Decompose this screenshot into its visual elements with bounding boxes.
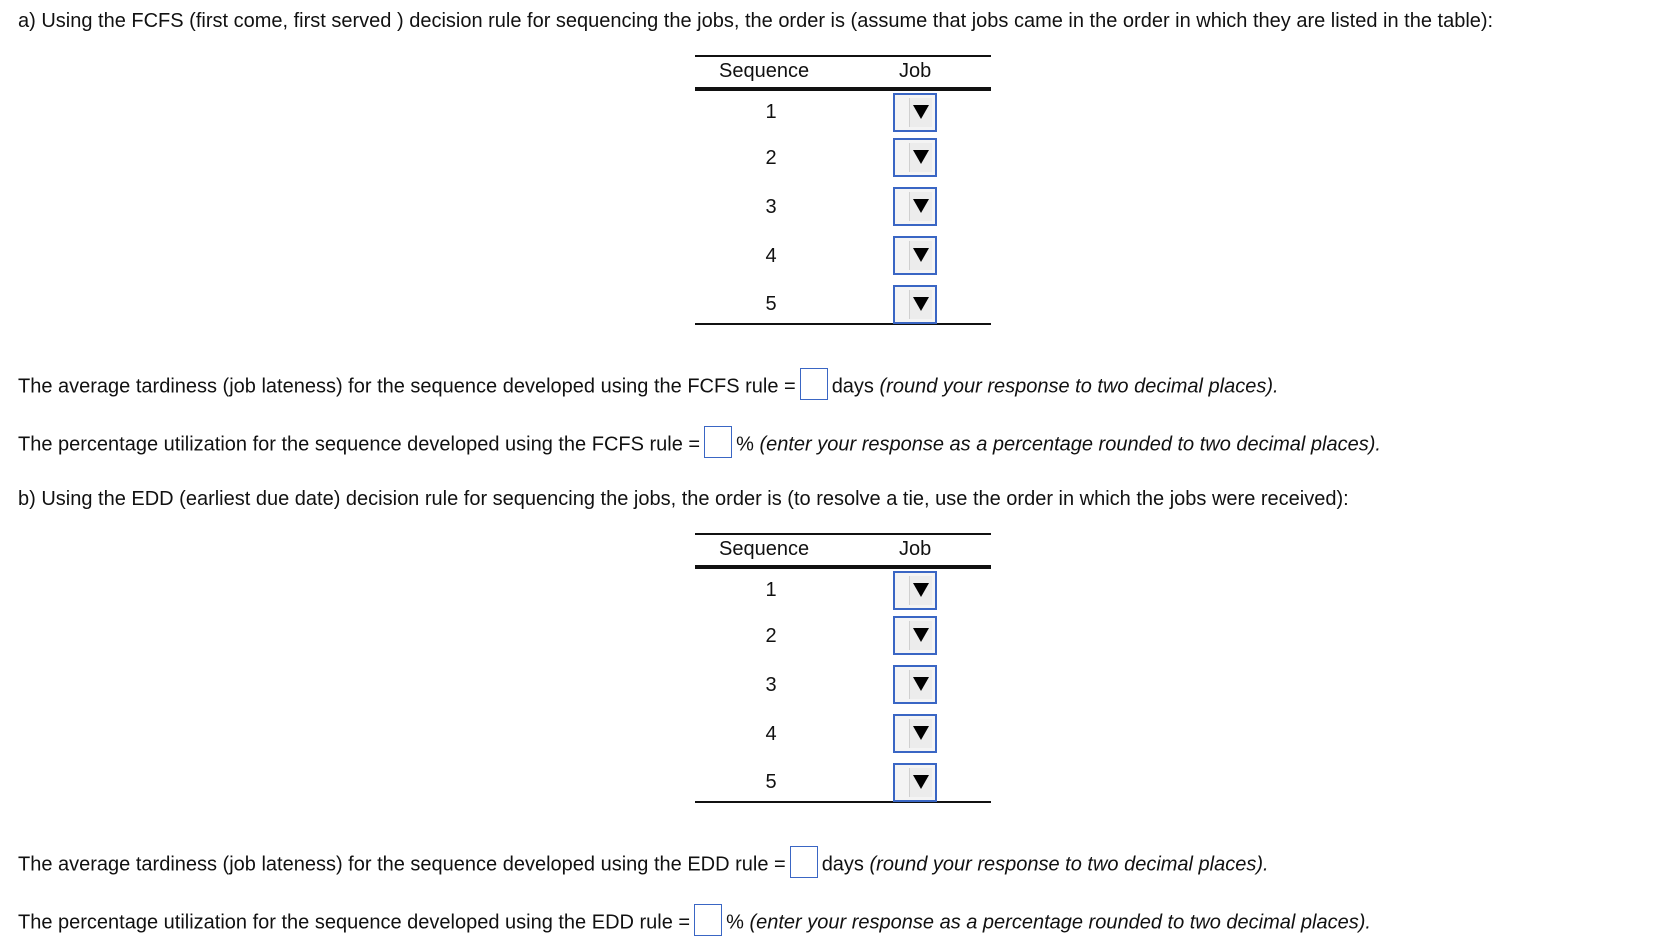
fcfs-utilization-input[interactable] (704, 426, 732, 458)
sequence-number: 3 (765, 196, 777, 218)
edd-tardiness-note: (round your response to two decimal places). (869, 853, 1269, 876)
column-header-job: Job (899, 538, 932, 560)
dropdown-arrow-icon (913, 628, 929, 642)
job-select-dropdown[interactable] (893, 138, 937, 177)
dropdown-arrow-icon (913, 583, 929, 597)
fcfs-tardiness-label: The average tardiness (job lateness) for the sequence developed using the FCFS rule = (18, 375, 796, 398)
column-header-sequence: Sequence (719, 60, 810, 82)
sequence-number: 2 (765, 625, 777, 647)
part-a-instructions: a) Using the FCFS (first come, first served ) decision rule for sequencing the jobs, the order is (assume that jobs came in the order in which they are listed in the table): (18, 10, 1494, 32)
sequence-number: 5 (765, 293, 777, 315)
dropdown-arrow-icon (913, 248, 929, 262)
table-header (695, 57, 991, 91)
sequence-number: 1 (765, 101, 777, 123)
edd-utilization-unit: % (726, 911, 744, 934)
column-header-sequence: Sequence (719, 538, 810, 560)
sequence-number: 3 (765, 674, 777, 696)
dropdown-arrow-icon (913, 726, 929, 740)
part-b-instructions: b) Using the EDD (earliest due date) decision rule for sequencing the jobs, the order is (to resolve a tie, use the order in which the jobs were received): (18, 488, 1349, 510)
sequence-number: 4 (765, 245, 777, 267)
edd-utilization-label: The percentage utilization for the sequence developed using the EDD rule = (18, 911, 691, 934)
job-select-dropdown[interactable] (893, 763, 937, 802)
sequence-number: 4 (765, 723, 777, 745)
fcfs-utilization-note: (enter your response as a percentage rounded to two decimal places). (759, 433, 1381, 456)
table-header (695, 535, 991, 569)
fcfs-sequence-table (695, 55, 991, 325)
fcfs-utilization-label: The percentage utilization for the sequence developed using the FCFS rule = (18, 433, 701, 456)
dropdown-arrow-icon (913, 297, 929, 311)
dropdown-arrow-icon (913, 150, 929, 164)
edd-utilization-line (18, 910, 1371, 936)
dropdown-arrow-icon (913, 677, 929, 691)
job-select-dropdown[interactable] (893, 93, 937, 132)
fcfs-utilization-line (18, 432, 1381, 458)
edd-tardiness-unit: days (821, 853, 864, 876)
edd-tardiness-line (18, 852, 1269, 878)
column-header-job: Job (899, 60, 932, 82)
job-select-dropdown[interactable] (893, 616, 937, 655)
job-select-dropdown[interactable] (893, 236, 937, 275)
fcfs-tardiness-note: (round your response to two decimal places). (879, 375, 1279, 398)
job-select-dropdown[interactable] (893, 187, 937, 226)
edd-tardiness-input[interactable] (790, 846, 818, 878)
sequence-number: 5 (765, 771, 777, 793)
dropdown-arrow-icon (913, 775, 929, 789)
job-select-dropdown[interactable] (893, 665, 937, 704)
job-select-dropdown[interactable] (893, 571, 937, 610)
edd-tardiness-label: The average tardiness (job lateness) for the sequence developed using the EDD rule = (18, 853, 786, 876)
edd-utilization-input[interactable] (694, 904, 722, 936)
job-select-dropdown[interactable] (893, 285, 937, 324)
sequence-number: 2 (765, 147, 777, 169)
fcfs-tardiness-input[interactable] (800, 368, 828, 400)
fcfs-tardiness-unit: days (831, 375, 874, 398)
job-select-dropdown[interactable] (893, 714, 937, 753)
edd-sequence-table (695, 533, 991, 803)
dropdown-arrow-icon (913, 199, 929, 213)
sequence-number: 1 (765, 579, 777, 601)
fcfs-tardiness-line (18, 374, 1279, 400)
dropdown-arrow-icon (913, 105, 929, 119)
fcfs-utilization-unit: % (736, 433, 754, 456)
edd-utilization-note: (enter your response as a percentage rounded to two decimal places). (749, 911, 1371, 934)
